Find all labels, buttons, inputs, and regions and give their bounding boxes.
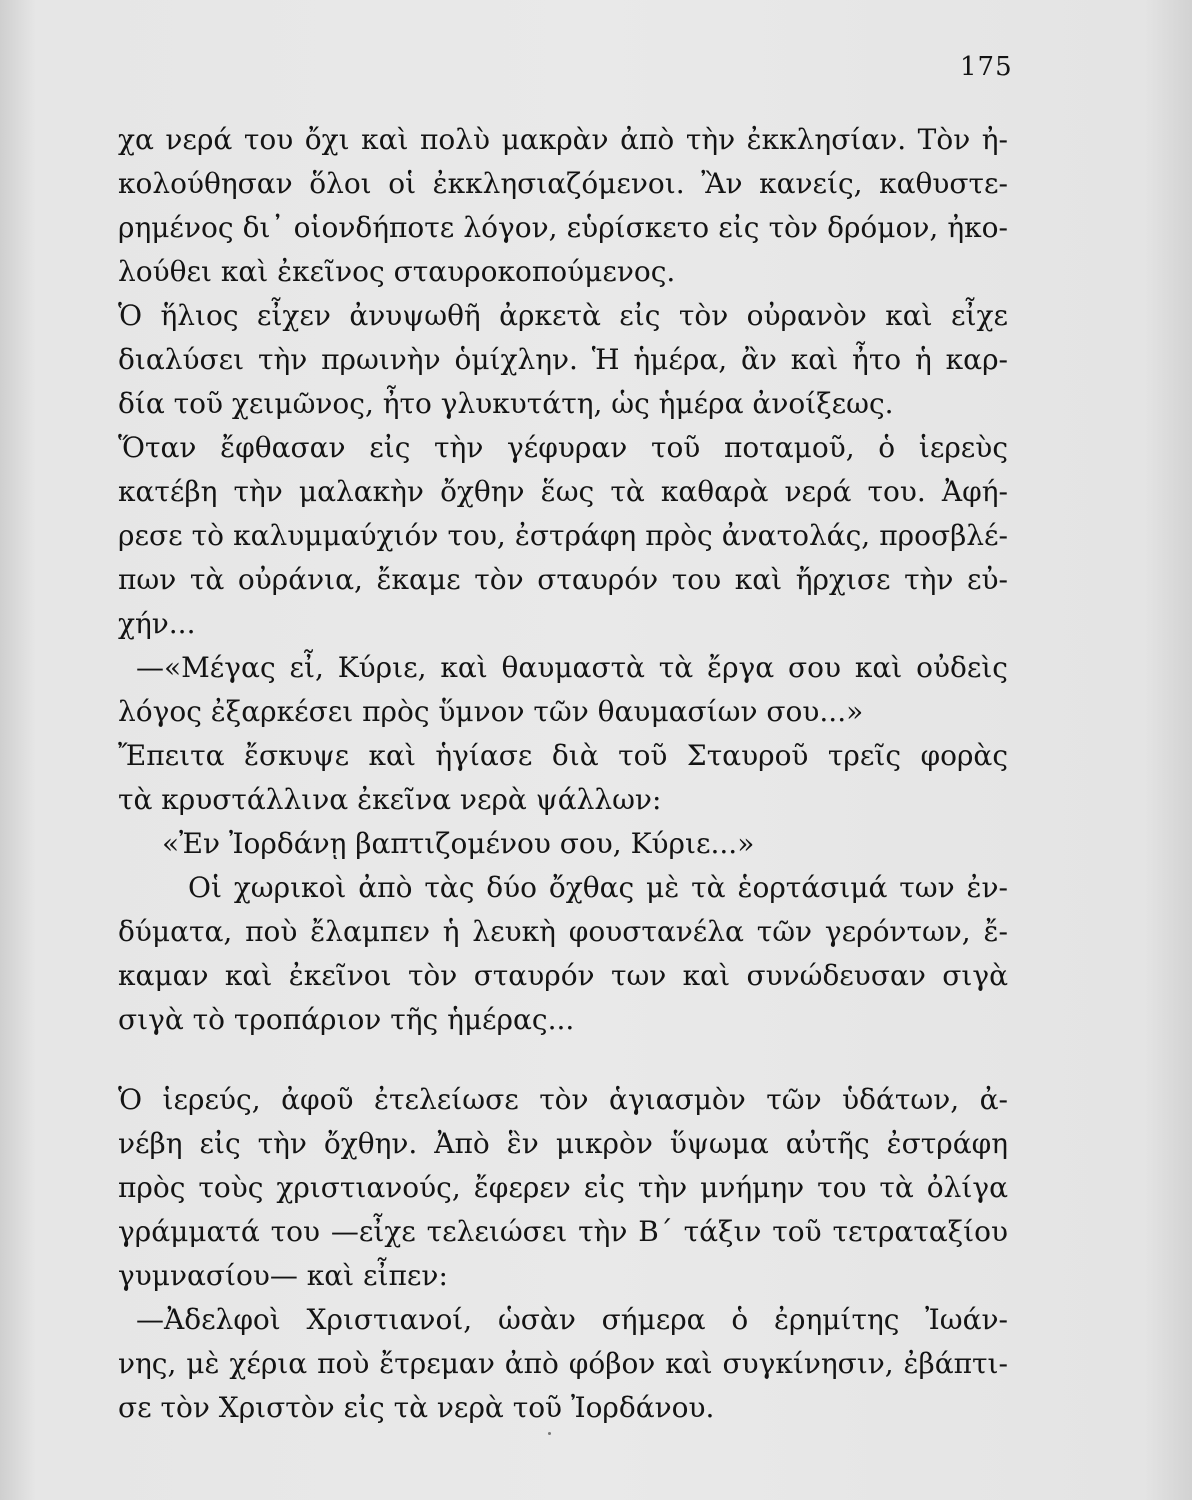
text-line: πρὸς τοὺς χριστιανούς, ἔφερεν εἰς τὴν μνήμην του τὰ ὀλίγα xyxy=(118,1171,1008,1204)
text-line: —Ἀδελφοὶ Χριστιανοί, ὡσὰν σήμερα ὁ ἐρημίτης Ἰωάν- xyxy=(136,1303,1008,1336)
text-line: νης, μὲ χέρια ποὺ ἔτρεμαν ἀπὸ φόβον καὶ συγκίνησιν, ἐβάπτι- xyxy=(118,1347,1008,1380)
text-line: κολούθησαν ὅλοι οἱ ἐκκλησιαζόμενοι. Ἂν κανείς, καθυστε- xyxy=(118,167,1008,200)
paragraph-gap xyxy=(118,1042,1008,1078)
text-line: δία τοῦ χειμῶνος, ἦτο γλυκυτάτη, ὡς ἡμέρα ἀνοίξεως. xyxy=(118,387,894,420)
paper-speck xyxy=(548,1432,551,1435)
text-line: Ὅταν ἔφθασαν εἰς τὴν γέφυραν τοῦ ποταμοῦ, ὁ ἱερεὺς xyxy=(118,431,1008,464)
page-number: 175 xyxy=(960,52,1013,82)
text-line: χα νερά του ὄχι καὶ πολὺ μακρὰν ἀπὸ τὴν ἐκκλησίαν. Τὸν ἠ- xyxy=(118,123,1008,156)
text-line: καμαν καὶ ἐκεῖνοι τὸν σταυρόν των καὶ συνώδευσαν σιγὰ xyxy=(118,959,1008,992)
text-line: λόγος ἐξαρκέσει πρὸς ὕμνον τῶν θαυμασίων σου...» xyxy=(118,695,864,728)
text-line: γράμματά του —εἶχε τελειώσει τὴν Β΄ τάξιν τοῦ τετραταξίου xyxy=(118,1215,1008,1248)
text-line: κατέβη τὴν μαλακὴν ὄχθην ἕως τὰ καθαρὰ νερά του. Ἀφή- xyxy=(118,475,1008,508)
text-line: Οἱ χωρικοὶ ἀπὸ τὰς δύο ὄχθας μὲ τὰ ἑορτάσιμά των ἐν- xyxy=(188,871,1008,904)
body-text xyxy=(118,118,1008,1430)
text-line: χήν... xyxy=(118,607,196,640)
text-line: σε τὸν Χριστὸν εἰς τὰ νερὰ τοῦ Ἰορδάνου. xyxy=(118,1391,715,1424)
text-line: τὰ κρυστάλλινα ἐκεῖνα νερὰ ψάλλων: xyxy=(118,783,662,816)
text-line: γυμνασίου— καὶ εἶπεν: xyxy=(118,1259,448,1292)
text-line: ρεσε τὸ καλυμμαύχιόν του, ἐστράφη πρὸς ἀνατολάς, προσβλέ- xyxy=(118,519,1008,552)
text-line: ρημένος δι᾽ οἱονδήποτε λόγον, εὑρίσκετο εἰς τὸν δρόμον, ἠκο- xyxy=(118,211,1008,244)
text-line: Ἔπειτα ἔσκυψε καὶ ἡγίασε διὰ τοῦ Σταυροῦ τρεῖς φορὰς xyxy=(118,739,1008,772)
text-line: Ὁ ἱερεύς, ἀφοῦ ἐτελείωσε τὸν ἁγιασμὸν τῶν ὑδάτων, ἀ- xyxy=(118,1083,1008,1116)
text-line: Ὁ ἥλιος εἶχεν ἀνυψωθῆ ἀρκετὰ εἰς τὸν οὐρανὸν καὶ εἶχε xyxy=(118,299,1008,332)
text-line: δύματα, ποὺ ἔλαμπεν ἡ λευκὴ φουστανέλα τῶν γερόντων, ἔ- xyxy=(118,915,1008,948)
text-line: νέβη εἰς τὴν ὄχθην. Ἀπὸ ἓν μικρὸν ὕψωμα αὐτῆς ἐστράφη xyxy=(118,1127,1008,1160)
text-line: σιγὰ τὸ τροπάριον τῆς ἡμέρας... xyxy=(118,1003,575,1036)
text-line: —«Μέγας εἶ, Κύριε, καὶ θαυμαστὰ τὰ ἔργα σου καὶ οὐδεὶς xyxy=(136,651,1008,684)
text-line: λούθει καὶ ἐκεῖνος σταυροκοπούμενος. xyxy=(118,255,676,288)
text-line: διαλύσει τὴν πρωινὴν ὁμίχλην. Ἡ ἡμέρα, ἂν καὶ ἦτο ἡ καρ- xyxy=(118,343,1008,376)
text-line: «Ἐν Ἰορδάνῃ βαπτιζομένου σου, Κύριε...» xyxy=(162,827,755,860)
text-line: πων τὰ οὐράνια, ἔκαμε τὸν σταυρόν του καὶ ἤρχισε τὴν εὐ- xyxy=(118,563,1008,596)
